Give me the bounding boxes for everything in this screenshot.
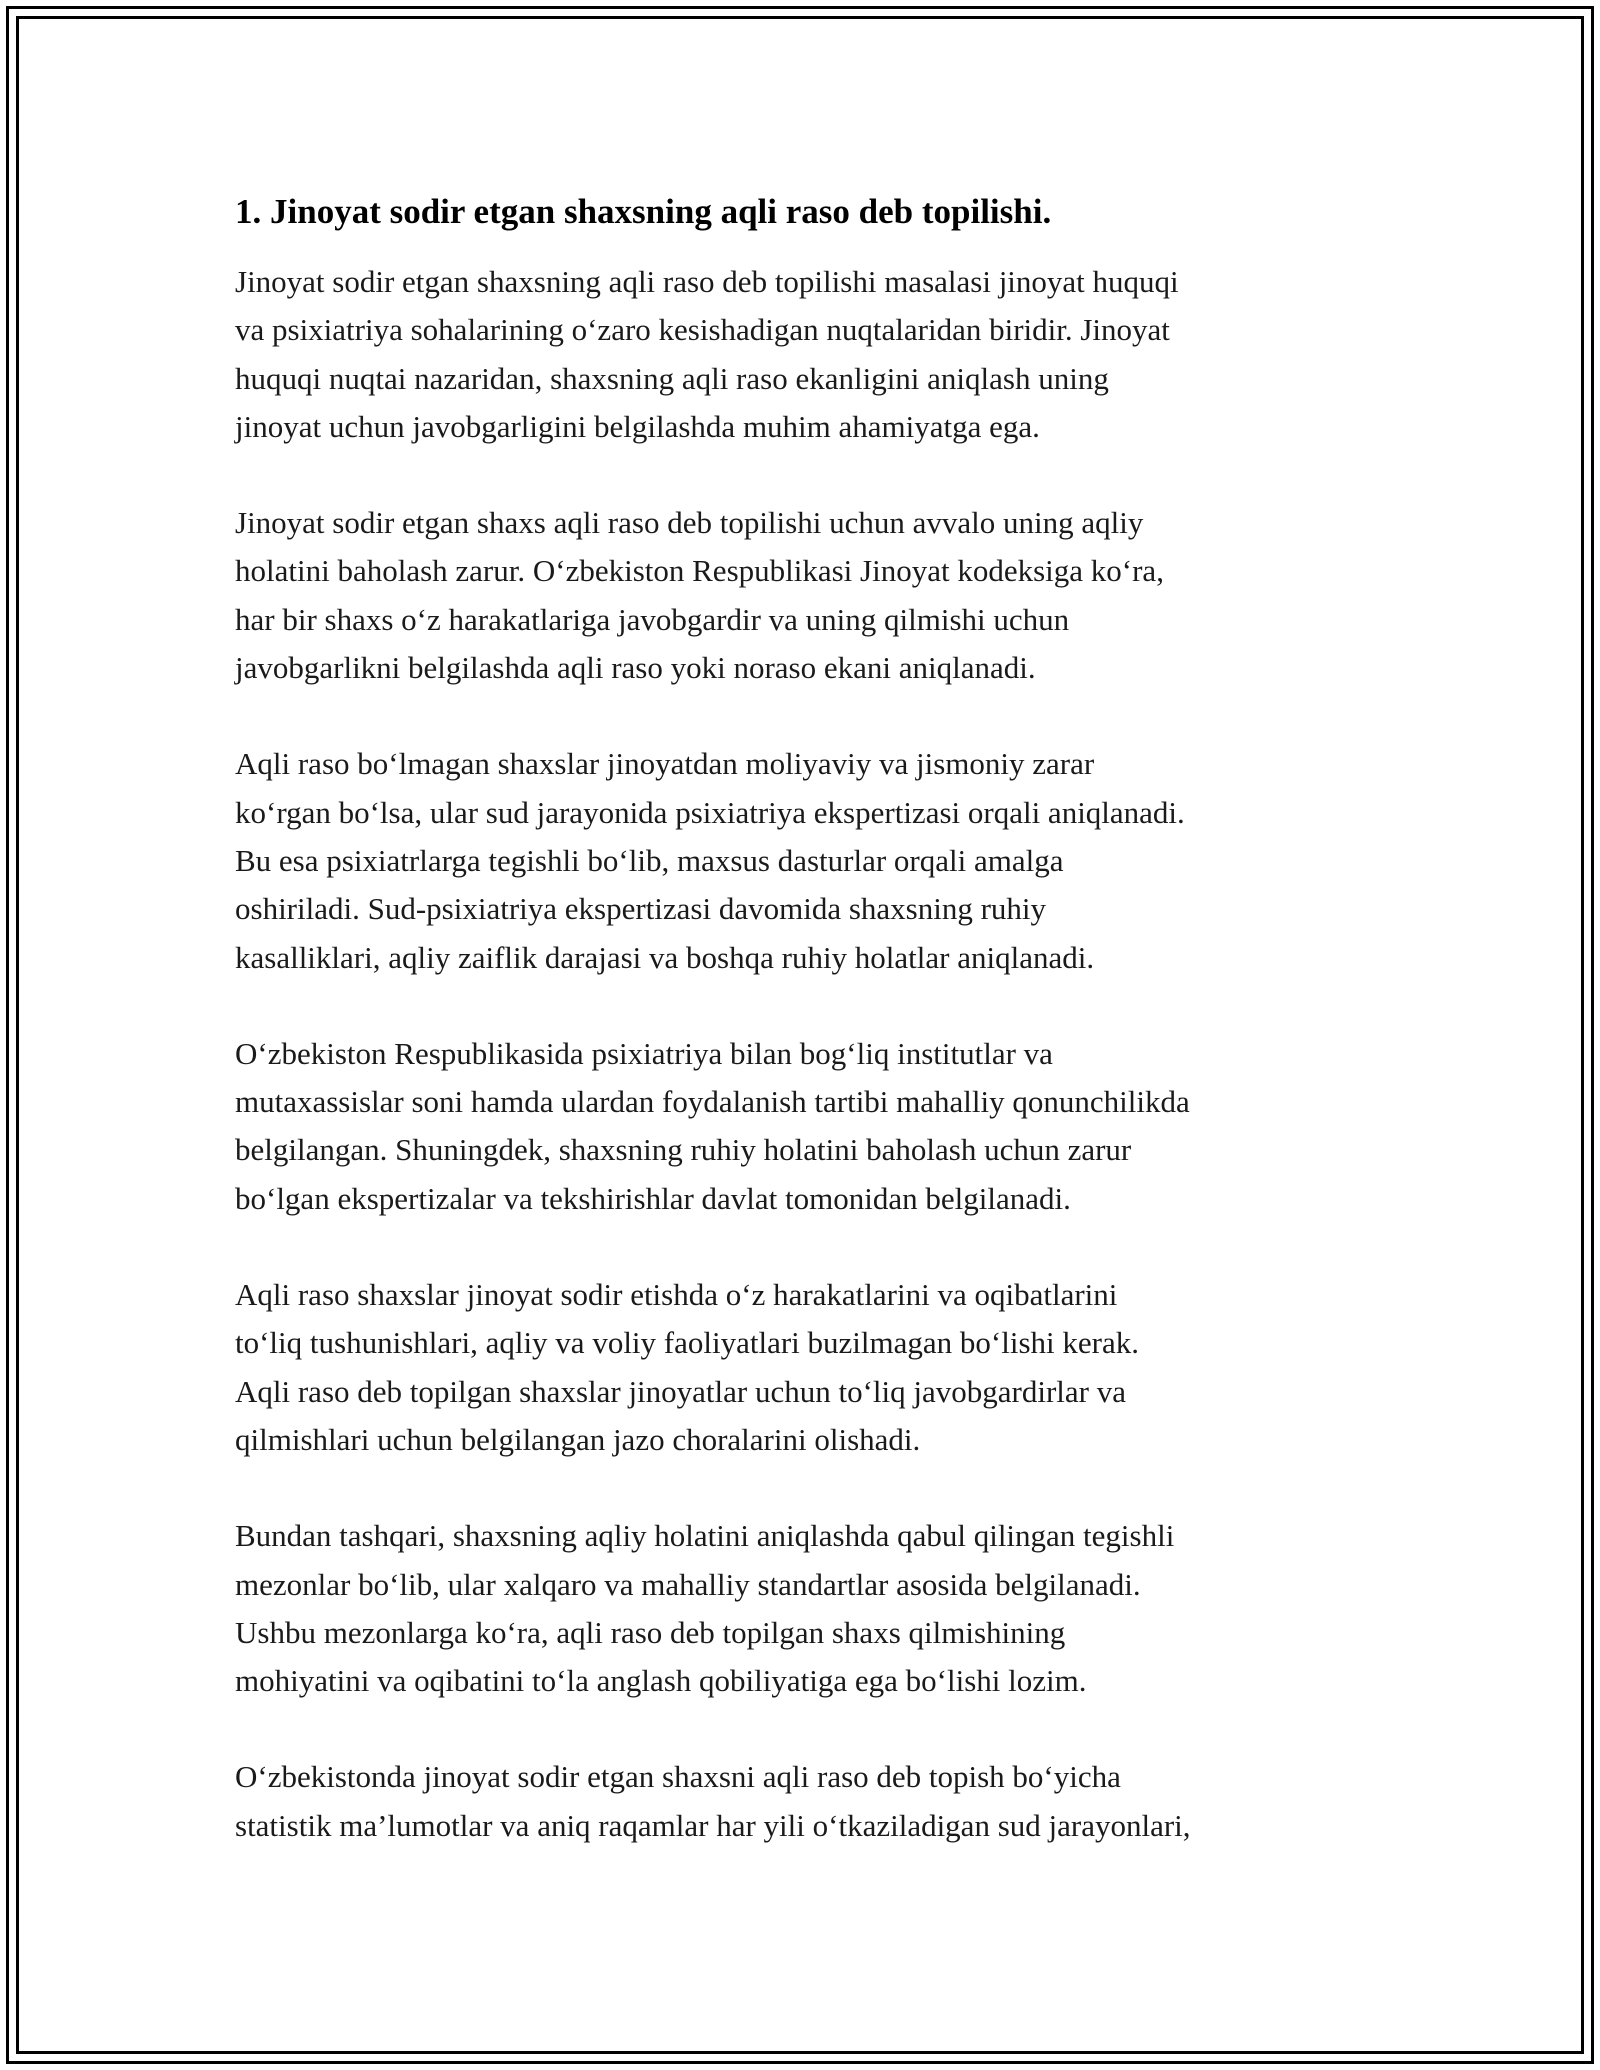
text-line: Ushbu mezonlarga ko‘ra, aqli raso deb topilgan shaxs qilmishining [235, 1614, 1066, 1650]
paragraph [235, 1030, 1385, 1223]
text-line: bo‘lgan ekspertizalar va tekshirishlar davlat tomonidan belgilanadi. [235, 1180, 1071, 1216]
document-title: 1. Jinoyat sodir etgan shaxsning aqli raso deb topilishi. [235, 192, 1052, 231]
paragraph [235, 1512, 1385, 1705]
text-line: holatini baholash zarur. O‘zbekiston Respublikasi Jinoyat kodeksiga ko‘ra, [235, 553, 1164, 589]
text-line: har bir shaxs o‘z harakatlariga javobgardir va uning qilmishi uchun [235, 601, 1070, 637]
text-line: Jinoyat sodir etgan shaxsning aqli raso deb topilishi masalasi jinoyat huquqi [235, 264, 1179, 299]
text-line: Jinoyat sodir etgan shaxs aqli raso deb topilishi uchun avvalo uning aqliy [235, 505, 1144, 541]
text-line: mezonlar bo‘lib, ular xalqaro va mahalliy standartlar asosida belgilanadi. [235, 1566, 1141, 1602]
text-line: jinoyat uchun javobgarligini belgilashda muhim ahamiyatga ega. [235, 408, 1040, 444]
paragraph [235, 1753, 1385, 1850]
text-line: Bundan tashqari, shaxsning aqliy holatini aniqlashda qabul qilingan tegishli [235, 1518, 1175, 1554]
text-line: Aqli raso shaxslar jinoyat sodir etishda o‘z harakatlarini va oqibatlarini [235, 1277, 1118, 1313]
text-line: oshiriladi. Sud-psixiatriya ekspertizasi davomida shaxsning ruhiy [235, 891, 1047, 927]
paragraph [235, 258, 1385, 451]
text-line: qilmishlari uchun belgilangan jazo choralarini olishadi. [235, 1421, 921, 1457]
text-line: mutaxassislar soni hamda ulardan foydalanish tartibi mahalliy qonunchilikda [235, 1084, 1190, 1120]
paragraph [235, 1271, 1385, 1464]
text-line: Bu esa psixiatrlarga tegishli bo‘lib, maxsus dasturlar orqali amalga [235, 842, 1064, 878]
text-line: to‘liq tushunishlari, aqliy va voliy faoliyatlari buzilmagan bo‘lishi kerak. [235, 1325, 1139, 1361]
text-line: belgilangan. Shuningdek, shaxsning ruhiy holatini baholash uchun zarur [235, 1132, 1132, 1168]
paragraph [235, 499, 1385, 692]
text-line: Aqli raso bo‘lmagan shaxslar jinoyatdan moliyaviy va jismoniy zarar [235, 746, 1095, 782]
text-line: mohiyatini va oqibatini to‘la anglash qobiliyatiga ega bo‘lishi lozim. [235, 1663, 1087, 1699]
text-line: O‘zbekiston Respublikasida psixiatriya bilan bog‘liq institutlar va [235, 1035, 1053, 1071]
text-line: Aqli raso deb topilgan shaxslar jinoyatlar uchun to‘liq javobgardirlar va [235, 1373, 1127, 1409]
paragraph [235, 740, 1385, 981]
text-line: statistik ma’lumotlar va aniq raqamlar har yili o‘tkaziladigan sud jarayonlari, [235, 1807, 1191, 1843]
text-line: huquqi nuqtai nazaridan, shaxsning aqli raso ekanligini aniqlash uning [235, 360, 1109, 396]
text-line: O‘zbekistonda jinoyat sodir etgan shaxsni aqli raso deb topish bo‘yicha [235, 1759, 1121, 1795]
text-line: va psixiatriya sohalarining o‘zaro kesishadigan nuqtalaridan biridir. Jinoyat [235, 312, 1170, 348]
document-body [235, 188, 1385, 1898]
text-line: ko‘rgan bo‘lsa, ular sud jarayonida psixiatriya ekspertizasi orqali aniqlanadi. [235, 794, 1185, 830]
text-line: javobgarlikni belgilashda aqli raso yoki noraso ekani aniqlanadi. [235, 650, 1036, 686]
text-line: kasalliklari, aqliy zaiflik darajasi va boshqa ruhiy holatlar aniqlanadi. [235, 939, 1095, 975]
